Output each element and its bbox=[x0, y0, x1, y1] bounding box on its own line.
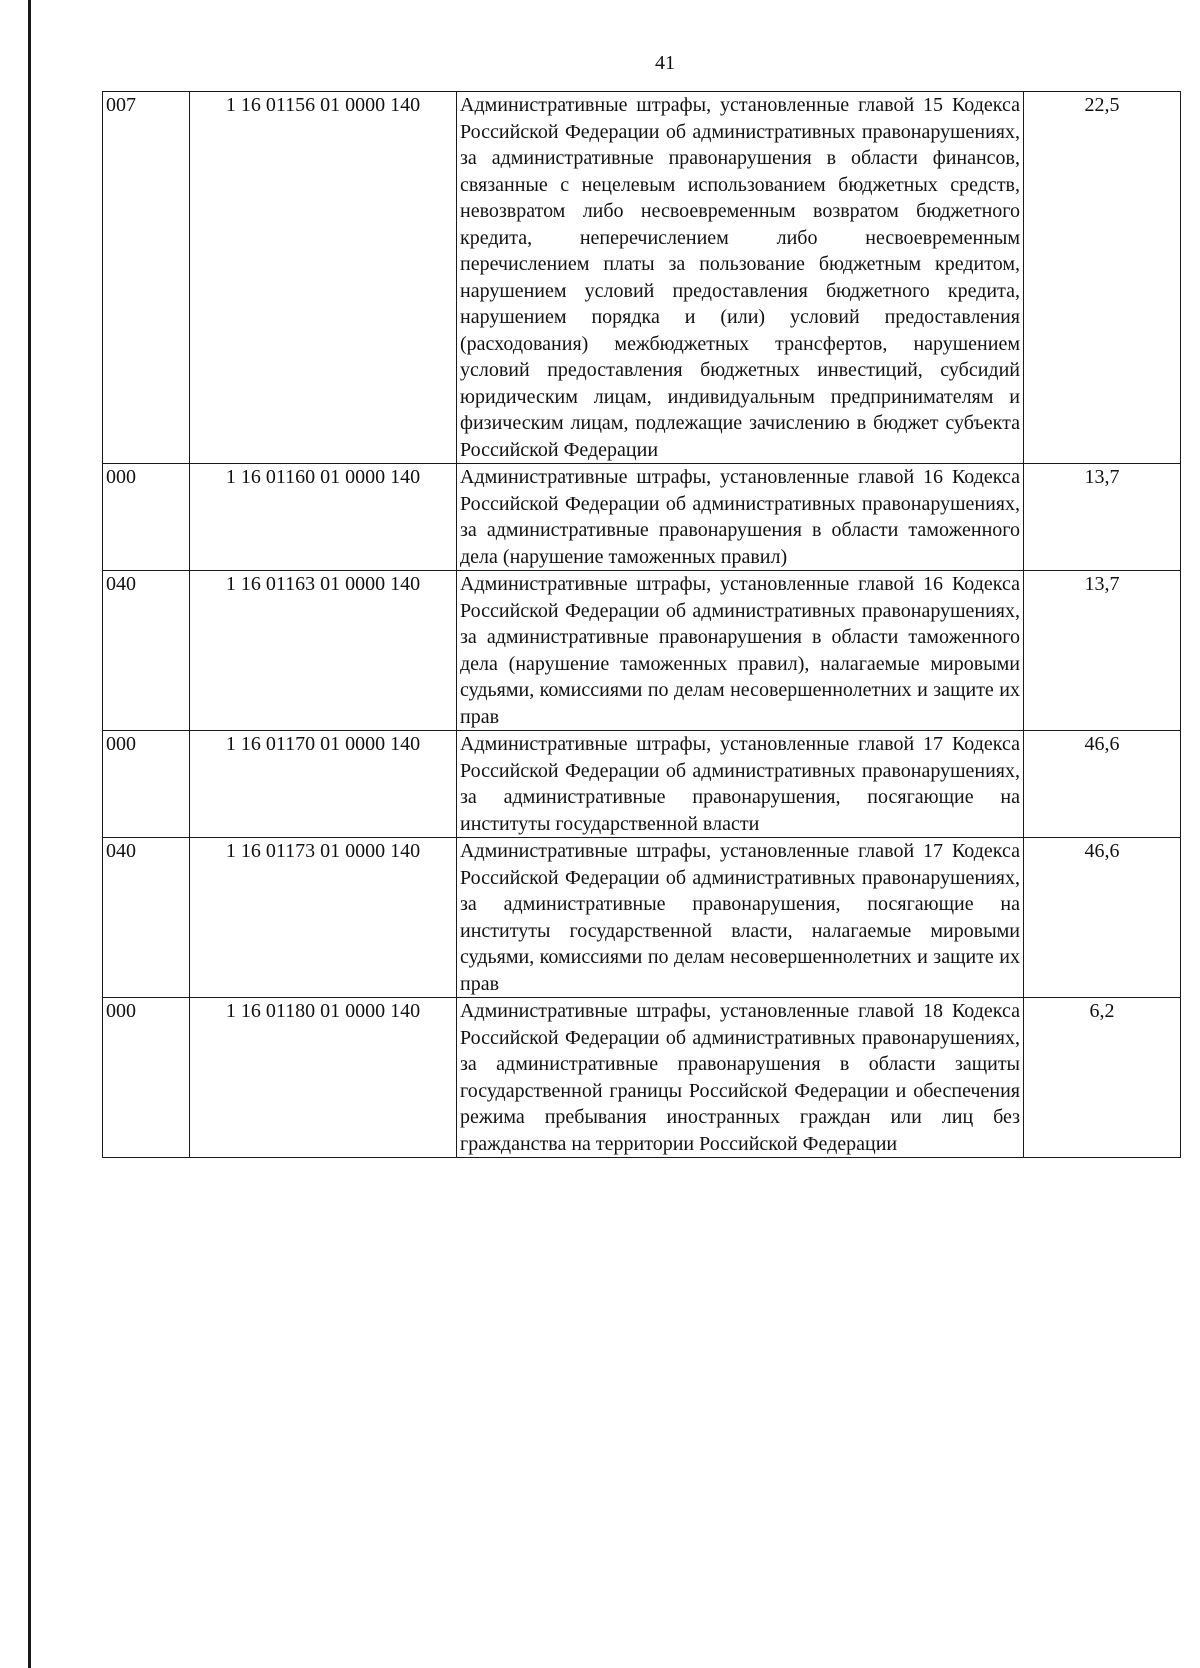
admin-code-cell: 040 bbox=[103, 838, 190, 998]
budget-classification-code-cell: 1 16 01180 01 0000 140 bbox=[190, 998, 457, 1158]
admin-code-cell: 007 bbox=[103, 92, 190, 464]
amount-cell: 46,6 bbox=[1024, 731, 1181, 838]
amount-cell: 46,6 bbox=[1024, 838, 1181, 998]
admin-code-cell: 000 bbox=[103, 731, 190, 838]
revenue-description-cell: Административные штрафы, установленные главой 18 Кодекса Российской Федерации об административных правонарушениях, за административные правонарушения в области защиты государственной границы Российской Федерации и обеспечения режима пребывания иностранных граждан или лиц без гражданства на территории Российской Федерации bbox=[457, 998, 1024, 1158]
scan-edge-line bbox=[28, 0, 31, 1668]
table-row bbox=[103, 571, 1181, 731]
table-row bbox=[103, 731, 1181, 838]
admin-code-cell: 000 bbox=[103, 998, 190, 1158]
table-row bbox=[103, 838, 1181, 998]
amount-cell: 22,5 bbox=[1024, 92, 1181, 464]
budget-classification-code-cell: 1 16 01173 01 0000 140 bbox=[190, 838, 457, 998]
budget-classification-code-cell: 1 16 01160 01 0000 140 bbox=[190, 464, 457, 571]
amount-cell: 6,2 bbox=[1024, 998, 1181, 1158]
amount-cell: 13,7 bbox=[1024, 464, 1181, 571]
table-row bbox=[103, 92, 1181, 464]
revenue-description-cell: Административные штрафы, установленные главой 16 Кодекса Российской Федерации об административных правонарушениях, за административные правонарушения в области таможенного дела (нарушение таможенных правил) bbox=[457, 464, 1024, 571]
table-row bbox=[103, 464, 1181, 571]
page-number: 41 bbox=[655, 52, 675, 74]
amount-cell: 13,7 bbox=[1024, 571, 1181, 731]
budget-classification-code-cell: 1 16 01163 01 0000 140 bbox=[190, 571, 457, 731]
revenue-description-cell: Административные штрафы, установленные главой 15 Кодекса Российской Федерации об административных правонарушениях, за административные правонарушения в области финансов, связанные с нецелевым использованием бюджетных средств, невозвратом либо несвоевременным возвратом бюджетного кредита, неперечислением либо несвоевременным перечислением платы за пользование бюджетным кредитом, нарушением условий предоставления бюджетного кредита, нарушением порядка и (или) условий предоставления (расходования) межбюджетных трансфертов, нарушением условий предоставления бюджетных инвестиций, субсидий юридическим лицам, индивидуальным предпринимателям и физическим лицам, подлежащие зачислению в бюджет субъекта Российской Федерации bbox=[457, 92, 1024, 464]
budget-classification-code-cell: 1 16 01170 01 0000 140 bbox=[190, 731, 457, 838]
budget-classification-code-cell: 1 16 01156 01 0000 140 bbox=[190, 92, 457, 464]
revenue-description-cell: Административные штрафы, установленные главой 16 Кодекса Российской Федерации об административных правонарушениях, за административные правонарушения в области таможенного дела (нарушение таможенных правил), налагаемые мировыми судьями, комиссиями по делам несовершеннолетних и защите их прав bbox=[457, 571, 1024, 731]
revenue-description-cell: Административные штрафы, установленные главой 17 Кодекса Российской Федерации об административных правонарушениях, за административные правонарушения, посягающие на институты государственной власти, налагаемые мировыми судьями, комиссиями по делам несовершеннолетних и защите их прав bbox=[457, 838, 1024, 998]
budget-revenue-table bbox=[102, 91, 1181, 1158]
table-row bbox=[103, 998, 1181, 1158]
admin-code-cell: 040 bbox=[103, 571, 190, 731]
revenue-description-cell: Административные штрафы, установленные главой 17 Кодекса Российской Федерации об административных правонарушениях, за административные правонарушения, посягающие на институты государственной власти bbox=[457, 731, 1024, 838]
admin-code-cell: 000 bbox=[103, 464, 190, 571]
